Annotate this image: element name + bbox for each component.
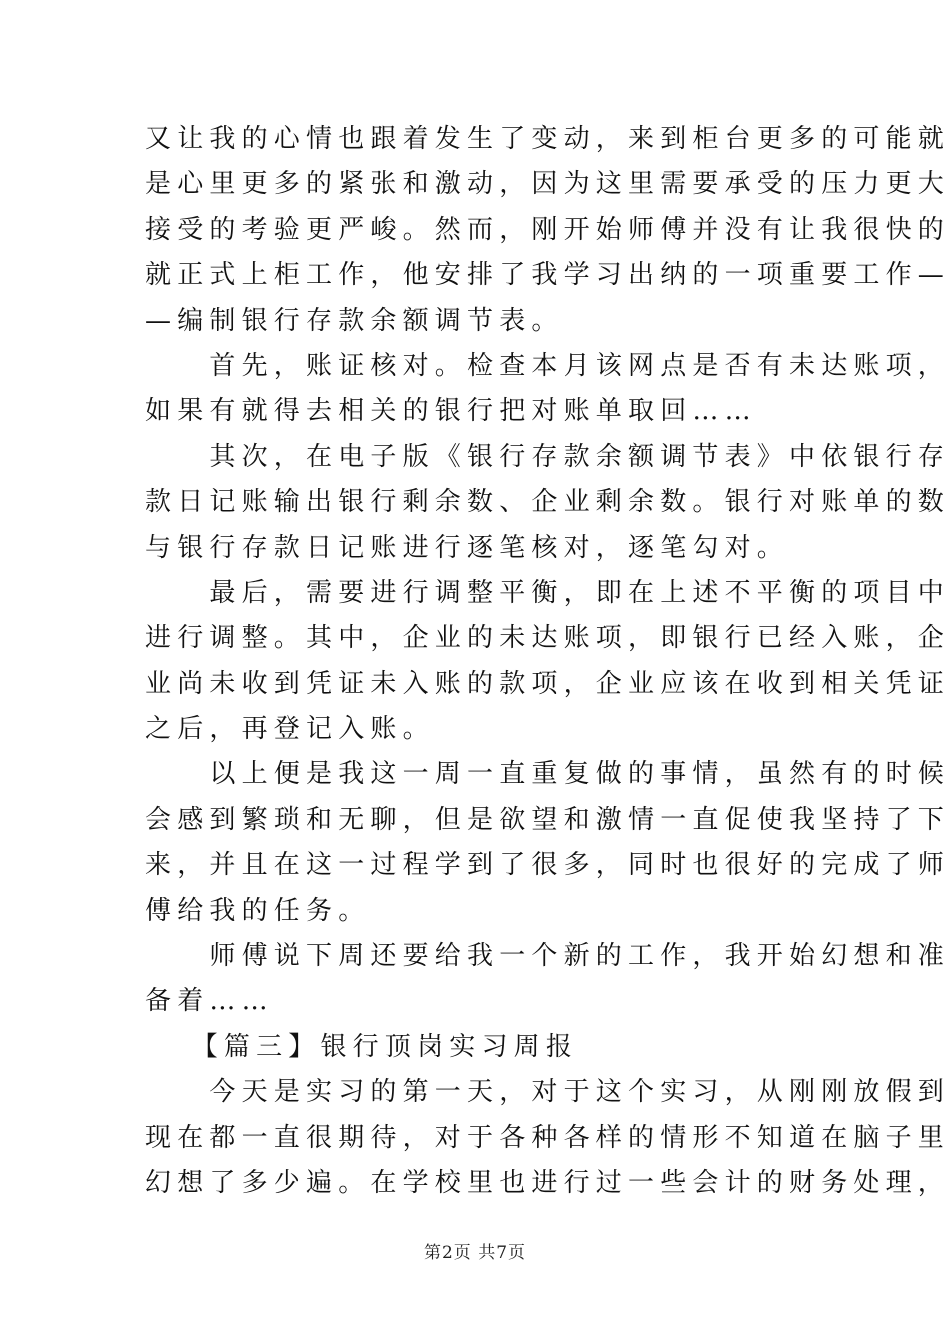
page-footer: 第2页 共7页 [423, 1243, 527, 1263]
text-line: 之后，再登记入账。 [145, 714, 435, 745]
body-text [145, 117, 950, 1206]
text-line: 现在都一直很期待，对于各种各样的情形不知道在脑子里 [145, 1122, 950, 1153]
text-line: 来，并且在这一过程学到了很多，同时也很好的完成了师 [145, 850, 950, 881]
text-line: 是心里更多的紧张和激动，因为这里需要承受的压力更大 [145, 169, 950, 200]
text-line: 傅给我的任务。 [145, 895, 371, 926]
text-line: 业尚未收到凭证未入账的款项，企业应该在收到相关凭证 [145, 668, 950, 699]
text-line: 如果有就得去相关的银行把对账单取回…… [145, 396, 757, 427]
text-line: 与银行存款日记账进行逐笔核对，逐笔勾对。 [145, 532, 790, 563]
text-line: 接受的考验更严峻。然而，刚开始师傅并没有让我很快的 [145, 214, 950, 245]
text-line: 又让我的心情也跟着发生了变动，来到柜台更多的可能就 [145, 124, 950, 154]
text-line: —编制银行存款余额调节表。 [145, 305, 564, 336]
text-line: 幻想了多少遍。在学校里也进行过一些会计的财务处理， [145, 1167, 950, 1198]
text-line: 备着…… [145, 986, 274, 1017]
text-line: 款日记账输出银行剩余数、企业剩余数。银行对账单的数 [145, 487, 950, 518]
text-line: 师傅说下周还要给我一个新的工作，我开始幻想和准 [145, 941, 950, 972]
text-line: 以上便是我这一周一直重复做的事情，虽然有的时候 [145, 759, 950, 790]
text-line: 就正式上柜工作，他安排了我学习出纳的一项重要工作— [145, 260, 950, 291]
text-line: 首先，账证核对。检查本月该网点是否有未达账项， [145, 350, 950, 381]
text-line: 进行调整。其中，企业的未达账项，即银行已经入账，企 [145, 623, 950, 654]
text-line: 最后，需要进行调整平衡，即在上述不平衡的项目中 [145, 577, 950, 608]
text-line: 今天是实习的第一天，对于这个实习，从刚刚放假到 [145, 1077, 950, 1108]
text-line: 其次，在电子版《银行存款余额调节表》中依银行存 [145, 441, 950, 472]
text-line: 会感到繁琐和无聊，但是欲望和激情一直促使我坚持了下 [145, 804, 950, 835]
section-heading: 【篇三】银行顶岗实习周报 [145, 1031, 579, 1062]
